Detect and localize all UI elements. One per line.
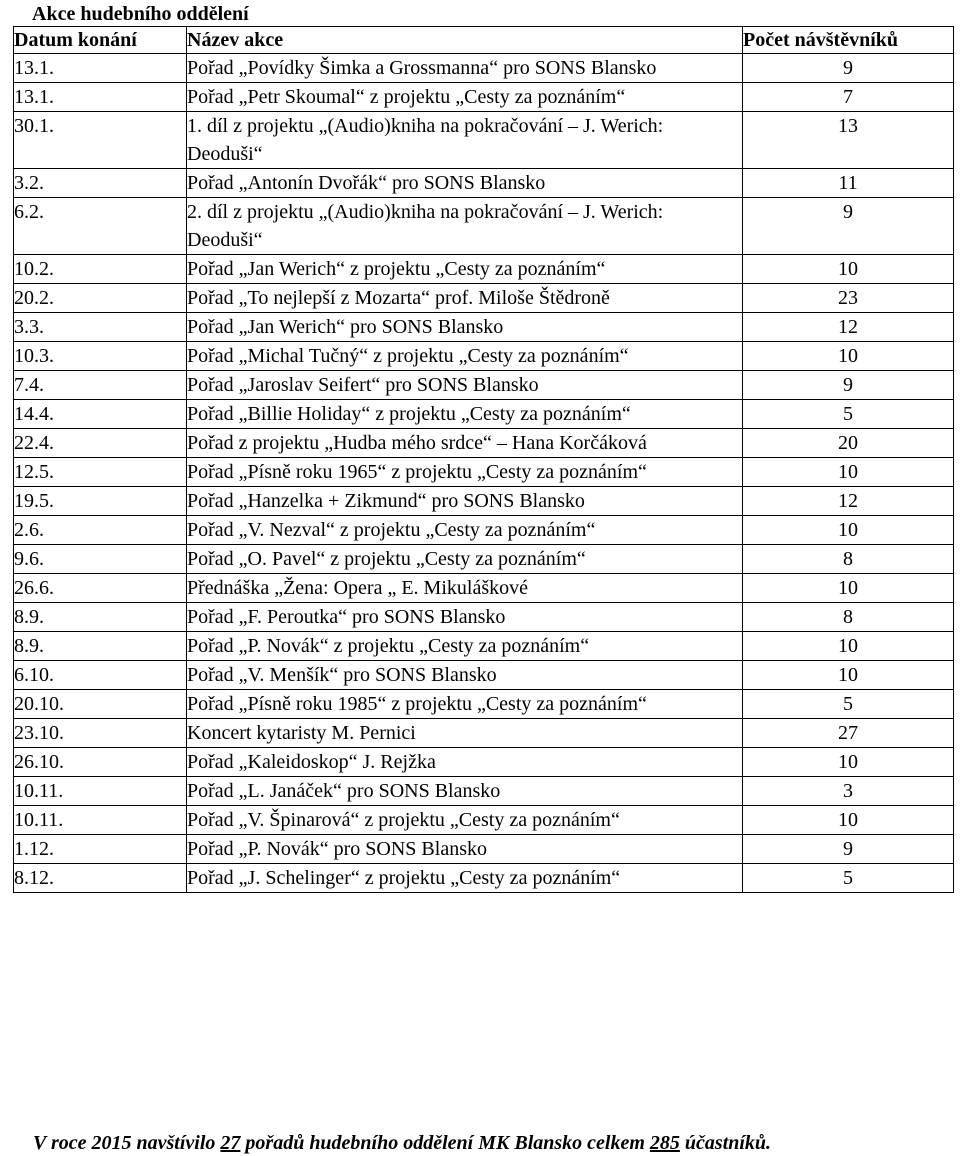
- table-row: [14, 83, 954, 112]
- event-name: Pořad „F. Peroutka“ pro SONS Blansko: [187, 603, 743, 632]
- event-date: 10.11.: [14, 806, 187, 835]
- table-row: [14, 284, 954, 313]
- event-name: Pořad „J. Schelinger“ z projektu „Cesty za poznáním“: [187, 864, 743, 893]
- event-name: Pořad „V. Menšík“ pro SONS Blansko: [187, 661, 743, 690]
- event-name: Pořad „Povídky Šimka a Grossmanna“ pro SONS Blansko: [187, 54, 743, 83]
- visitor-count: 20: [743, 429, 954, 458]
- visitor-count: 10: [743, 632, 954, 661]
- visitor-count: 10: [743, 806, 954, 835]
- event-date: 7.4.: [14, 371, 187, 400]
- table-row: [14, 632, 954, 661]
- table-row: [14, 661, 954, 690]
- event-date: 12.5.: [14, 458, 187, 487]
- event-date: 19.5.: [14, 487, 187, 516]
- table-row: [14, 516, 954, 545]
- visitor-count: 3: [743, 777, 954, 806]
- event-date: 14.4.: [14, 400, 187, 429]
- table-row: [14, 169, 954, 198]
- table-row: [14, 835, 954, 864]
- footer-text-start: V roce 2015 navštívilo: [33, 1132, 221, 1154]
- event-name: Pořad „V. Špinarová“ z projektu „Cesty za poznáním“: [187, 806, 743, 835]
- column-header-count: Počet návštěvníků: [743, 27, 954, 54]
- visitor-count: 5: [743, 864, 954, 893]
- event-name: Pořad „V. Nezval“ z projektu „Cesty za poznáním“: [187, 516, 743, 545]
- visitor-count: 10: [743, 661, 954, 690]
- event-date: 10.11.: [14, 777, 187, 806]
- table-row: [14, 112, 954, 169]
- event-date: 20.10.: [14, 690, 187, 719]
- visitor-count: 23: [743, 284, 954, 313]
- event-name: Pořad „L. Janáček“ pro SONS Blansko: [187, 777, 743, 806]
- visitor-count: 11: [743, 169, 954, 198]
- column-header-name: Název akce: [187, 27, 743, 54]
- event-date: 26.6.: [14, 574, 187, 603]
- event-name: Koncert kytaristy M. Pernici: [187, 719, 743, 748]
- visitor-count: 9: [743, 198, 954, 255]
- event-date: 6.10.: [14, 661, 187, 690]
- visitor-count: 27: [743, 719, 954, 748]
- event-date: 10.3.: [14, 342, 187, 371]
- event-date: 3.2.: [14, 169, 187, 198]
- event-name: Pořad „P. Novák“ z projektu „Cesty za poznáním“: [187, 632, 743, 661]
- column-header-date: Datum konání: [14, 27, 187, 54]
- visitor-count: 10: [743, 458, 954, 487]
- table-row: [14, 429, 954, 458]
- event-date: 8.9.: [14, 603, 187, 632]
- table-row: [14, 458, 954, 487]
- visitor-count: 5: [743, 400, 954, 429]
- event-date: 13.1.: [14, 54, 187, 83]
- summary-footer: [33, 1131, 771, 1155]
- visitor-count: 8: [743, 603, 954, 632]
- footer-visitors-count: 285: [649, 1132, 680, 1154]
- event-name: Pořad „P. Novák“ pro SONS Blansko: [187, 835, 743, 864]
- visitor-count: 10: [743, 516, 954, 545]
- events-table: [13, 26, 954, 893]
- event-date: 13.1.: [14, 83, 187, 112]
- visitor-count: 12: [743, 313, 954, 342]
- visitor-count: 9: [743, 371, 954, 400]
- event-date: 22.4.: [14, 429, 187, 458]
- table-row: [14, 198, 954, 255]
- event-name: Pořad „Jaroslav Seifert“ pro SONS Blansko: [187, 371, 743, 400]
- event-name: Přednáška „Žena: Opera „ E. Mikuláškové: [187, 574, 743, 603]
- event-name: Pořad „Jan Werich“ z projektu „Cesty za poznáním“: [187, 255, 743, 284]
- event-name: Pořad „Billie Holiday“ z projektu „Cesty za poznáním“: [187, 400, 743, 429]
- table-header-row: [14, 27, 954, 54]
- table-row: [14, 690, 954, 719]
- event-date: 30.1.: [14, 112, 187, 169]
- event-name: Pořad „Písně roku 1965“ z projektu „Cesty za poznáním“: [187, 458, 743, 487]
- event-name: Pořad „Antonín Dvořák“ pro SONS Blansko: [187, 169, 743, 198]
- event-name: Pořad „Písně roku 1985“ z projektu „Cesty za poznáním“: [187, 690, 743, 719]
- visitor-count: 13: [743, 112, 954, 169]
- footer-text-middle: pořadů hudebního oddělení MK Blansko celkem: [240, 1132, 650, 1154]
- event-name: Pořad „Kaleidoskop“ J. Rejžka: [187, 748, 743, 777]
- table-row: [14, 748, 954, 777]
- visitor-count: 8: [743, 545, 954, 574]
- event-name: 2. díl z projektu „(Audio)kniha na pokračování – J. Werich: Deoduši“: [187, 198, 743, 255]
- event-date: 20.2.: [14, 284, 187, 313]
- event-name: Pořad „O. Pavel“ z projektu „Cesty za poznáním“: [187, 545, 743, 574]
- event-date: 2.6.: [14, 516, 187, 545]
- event-name: Pořad z projektu „Hudba mého srdce“ – Hana Korčáková: [187, 429, 743, 458]
- table-row: [14, 313, 954, 342]
- event-date: 8.9.: [14, 632, 187, 661]
- table-row: [14, 487, 954, 516]
- event-date: 3.3.: [14, 313, 187, 342]
- table-row: [14, 54, 954, 83]
- event-date: 9.6.: [14, 545, 187, 574]
- event-name: Pořad „Jan Werich“ pro SONS Blansko: [187, 313, 743, 342]
- event-name: Pořad „Hanzelka + Zikmund“ pro SONS Blansko: [187, 487, 743, 516]
- table-row: [14, 371, 954, 400]
- footer-text-end: účastníků.: [679, 1132, 772, 1154]
- visitor-count: 5: [743, 690, 954, 719]
- visitor-count: 10: [743, 574, 954, 603]
- table-row: [14, 574, 954, 603]
- event-name: Pořad „To nejlepší z Mozarta“ prof. Miloše Štědroně: [187, 284, 743, 313]
- event-date: 1.12.: [14, 835, 187, 864]
- visitor-count: 7: [743, 83, 954, 112]
- table-row: [14, 545, 954, 574]
- event-date: 8.12.: [14, 864, 187, 893]
- table-row: [14, 255, 954, 284]
- table-row: [14, 400, 954, 429]
- table-row: [14, 342, 954, 371]
- visitor-count: 10: [743, 748, 954, 777]
- page-title: Akce hudebního oddělení: [32, 3, 249, 25]
- visitor-count: 9: [743, 54, 954, 83]
- visitor-count: 9: [743, 835, 954, 864]
- visitor-count: 12: [743, 487, 954, 516]
- footer-events-count: 27: [220, 1132, 241, 1154]
- event-date: 10.2.: [14, 255, 187, 284]
- table-row: [14, 603, 954, 632]
- visitor-count: 10: [743, 342, 954, 371]
- table-row: [14, 864, 954, 893]
- event-date: 23.10.: [14, 719, 187, 748]
- table-row: [14, 777, 954, 806]
- event-name: Pořad „Petr Skoumal“ z projektu „Cesty za poznáním“: [187, 83, 743, 112]
- table-row: [14, 719, 954, 748]
- table-row: [14, 806, 954, 835]
- event-date: 6.2.: [14, 198, 187, 255]
- event-name: 1. díl z projektu „(Audio)kniha na pokračování – J. Werich: Deoduši“: [187, 112, 743, 169]
- visitor-count: 10: [743, 255, 954, 284]
- event-date: 26.10.: [14, 748, 187, 777]
- event-name: Pořad „Michal Tučný“ z projektu „Cesty za poznáním“: [187, 342, 743, 371]
